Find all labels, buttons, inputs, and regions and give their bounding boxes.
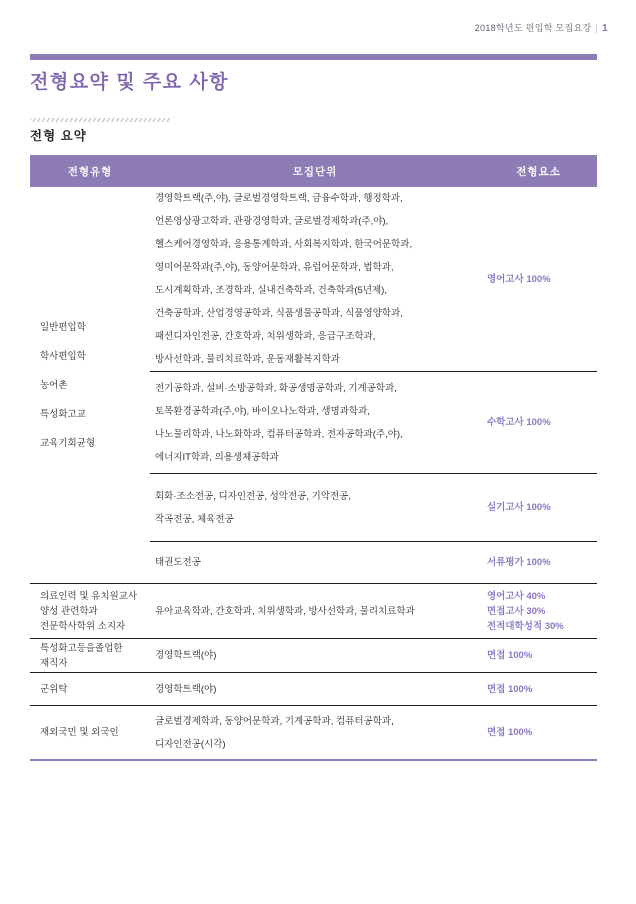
- admission-element-line: 서류평가 100%: [487, 557, 551, 568]
- admission-type-line: 학사편입학: [40, 350, 86, 362]
- admission-element-cell: [480, 673, 597, 705]
- running-header-title: 2018학년도 편입학 모집요강: [474, 23, 592, 33]
- column-header-elements: 전형요소: [516, 165, 561, 178]
- recruitment-unit-line: 회화·조소전공, 디자인전공, 성악전공, 기악전공,: [155, 490, 352, 502]
- recruitment-unit-line: 헬스케어경영학과, 응용통계학과, 사회복지학과, 한국어문학과,: [155, 239, 413, 250]
- recruitment-units-cell: [150, 542, 480, 583]
- table-header-row: [30, 155, 597, 187]
- admission-type-cell: [30, 706, 150, 759]
- admission-type-cell: [30, 584, 150, 638]
- table-row: [30, 673, 597, 706]
- page-title: 전형요약 및 주요 사항: [30, 72, 230, 93]
- admission-type-line: 전문학사학위 소지자: [40, 620, 126, 632]
- table-row: [30, 584, 597, 639]
- admission-element-cell: [480, 706, 597, 759]
- admission-type-line: 특성화고교: [40, 408, 86, 420]
- admission-element-cell: [480, 584, 597, 638]
- header-separator: |: [595, 23, 599, 33]
- admission-sub-block: [150, 187, 597, 371]
- recruitment-units-cell: [150, 706, 480, 759]
- page-number: 1: [602, 23, 608, 34]
- admission-type-line: 교육기회균형: [40, 437, 96, 449]
- admission-summary-table: [30, 155, 597, 761]
- recruitment-unit-line: 경영학트랙(야): [155, 683, 217, 695]
- admission-sub-block: [150, 541, 597, 583]
- recruitment-unit-line: 전기공학과, 설비·소방공학과, 화공생명공학과, 기계공학과,: [155, 382, 397, 394]
- admission-sub-block: [150, 473, 597, 541]
- admission-element-line: 전적대학성적 30%: [487, 620, 564, 632]
- recruitment-unit-line: 태권도전공: [155, 557, 201, 568]
- table-row: [30, 706, 597, 761]
- admission-element-line: 실기고사 100%: [487, 502, 551, 513]
- table-body-rows: [30, 584, 597, 761]
- recruitment-units-cell: [150, 673, 480, 705]
- recruitment-unit-line: 경영학트랙(야): [155, 650, 217, 661]
- recruitment-unit-line: 영미어문학과(주,야), 동양어문학과, 유럽어문학과, 법학과,: [155, 262, 394, 273]
- admission-type-line: 일반편입학: [40, 321, 86, 333]
- recruitment-unit-line: 나노물리학과, 나노화학과, 컴퓨터공학과, 전자공학과(주,야),: [155, 428, 403, 440]
- section-subtitle: 전형 요약: [30, 129, 87, 143]
- recruitment-unit-line: 디자인전공(시각): [155, 738, 226, 750]
- table-row: [30, 639, 597, 673]
- recruitment-units-cell: [150, 584, 480, 638]
- recruitment-unit-line: 방사선학과, 물리치료학과, 운동재활복지학과: [155, 354, 340, 365]
- admission-type-line: 농어촌: [40, 379, 68, 391]
- admission-type-line: 군위탁: [40, 683, 68, 695]
- admission-group-blocks: [150, 187, 597, 583]
- recruitment-unit-line: 글로벌경제학과, 동양어문학과, 기계공학과, 컴퓨터공학과,: [155, 715, 394, 727]
- recruitment-units-cell: [150, 187, 480, 371]
- admission-element-cell: [480, 542, 597, 583]
- admission-element-cell: [480, 474, 597, 541]
- general-admission-group: [30, 187, 597, 584]
- admission-element-line: 영어고사 100%: [487, 273, 551, 285]
- recruitment-units-cell: [150, 474, 480, 541]
- admission-type-cell: [30, 673, 150, 705]
- admission-element-line: 면접 100%: [487, 727, 533, 738]
- admission-type-cell: [30, 639, 150, 672]
- admission-element-line: 면접고사 30%: [487, 605, 546, 617]
- admission-element-cell: [480, 187, 597, 371]
- recruitment-unit-line: 유아교육학과, 간호학과, 치위생학과, 방사선학과, 물리치료학과: [155, 605, 415, 617]
- admission-type-line: 재직자: [40, 657, 68, 669]
- admission-element-cell: [480, 639, 597, 672]
- admission-element-cell: [480, 372, 597, 473]
- admission-type-line: 특성화고등을졸업한: [40, 642, 123, 654]
- admission-sub-block: [150, 371, 597, 473]
- recruitment-unit-line: 에너지IT학과, 의용생체공학과: [155, 451, 279, 463]
- admission-type-line: 의료인력 및 유치원교사: [40, 590, 138, 602]
- admission-type-line: 재외국민 및 외국인: [40, 727, 119, 738]
- admission-type-cell: [30, 187, 150, 583]
- running-header: [475, 21, 608, 34]
- recruitment-unit-line: 패션디자인전공, 간호학과, 치위생학과, 응급구조학과,: [155, 331, 376, 342]
- admission-element-line: 면접 100%: [487, 650, 533, 661]
- recruitment-unit-line: 언론영상광고학과, 관광경영학과, 글로벌경제학과(주,야),: [155, 216, 389, 227]
- recruitment-unit-line: 토목환경공학과(주,야), 바이오나노학과, 생명과학과,: [155, 405, 370, 417]
- accent-bar: [30, 54, 597, 60]
- recruitment-unit-line: 도시계획학과, 조경학과, 실내건축학과, 건축학과(5년제),: [155, 285, 387, 296]
- recruitment-unit-line: 경영학트랙(주,야), 글로벌경영학트랙, 금융수학과, 행정학과,: [155, 193, 403, 204]
- recruitment-units-cell: [150, 639, 480, 672]
- hatch-divider: [30, 118, 170, 122]
- admission-element-line: 수학고사 100%: [487, 417, 551, 428]
- column-header-type: 전형유형: [67, 165, 113, 178]
- admission-element-line: 면접 100%: [487, 683, 533, 695]
- recruitment-unit-line: 건축공학과, 산업경영공학과, 식품생물공학과, 식품영양학과,: [155, 308, 403, 319]
- column-header-units: 모집단위: [292, 165, 338, 178]
- admission-element-line: 영어고사 40%: [487, 590, 546, 602]
- admission-type-line: 양성 관련학과: [40, 605, 98, 617]
- recruitment-unit-line: 작곡전공, 체육전공: [155, 513, 234, 525]
- recruitment-units-cell: [150, 372, 480, 473]
